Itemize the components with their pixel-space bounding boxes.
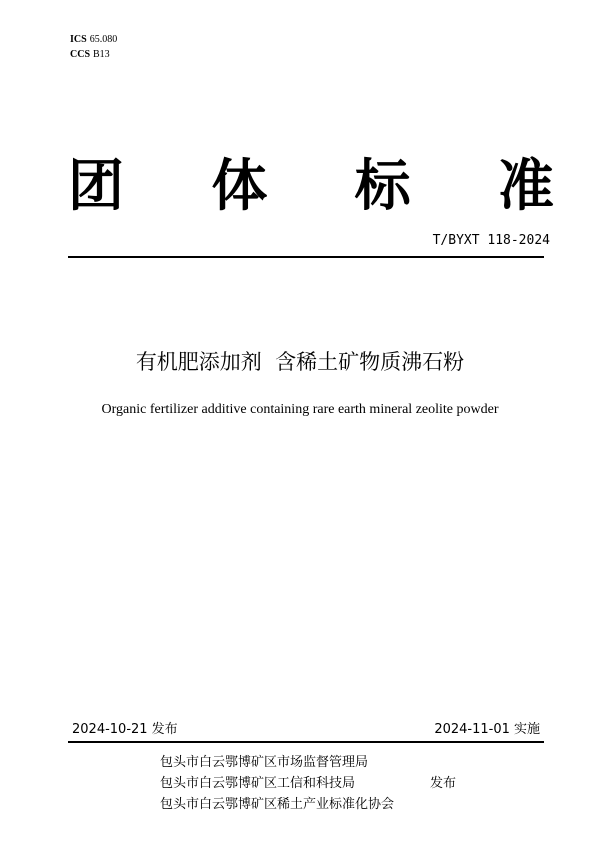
ics-value: 65.080: [89, 34, 118, 45]
publication-date: 2024-10-21 发布: [72, 722, 178, 737]
chinese-title: 有机肥添加剂 含稀土矿物质沸石粉: [135, 350, 465, 374]
heading-char: 准: [497, 154, 554, 219]
issuer-line: 包头市白云鄂博矿区工信和科技局: [160, 776, 356, 791]
ccs-code-line: [70, 47, 117, 62]
issue-label: 发布: [430, 776, 457, 791]
english-title: Organic fertilizer additive containing rare earth mineral zeolite powder: [101, 402, 499, 417]
ccs-label: CCS: [70, 49, 91, 60]
classification-codes: [70, 32, 117, 62]
standard-type-heading: [68, 148, 554, 219]
issuer-line: 包头市白云鄂博矿区稀土产业标准化协会: [160, 797, 395, 812]
bottom-divider: [68, 741, 544, 743]
issuing-bodies: [160, 752, 394, 815]
heading-char: 体: [211, 154, 268, 219]
heading-char: 团: [68, 154, 124, 219]
standard-number: T/BYXT 118-2024: [432, 233, 550, 248]
implementation-date: 2024-11-01 实施: [434, 722, 540, 737]
ccs-value: B13: [93, 49, 110, 60]
issuer-line: 包头市白云鄂博矿区市场监督管理局: [160, 755, 369, 770]
top-divider: [68, 256, 544, 258]
ics-code-line: [70, 32, 117, 47]
ics-label: ICS: [70, 34, 87, 45]
heading-char: 标: [354, 154, 411, 219]
